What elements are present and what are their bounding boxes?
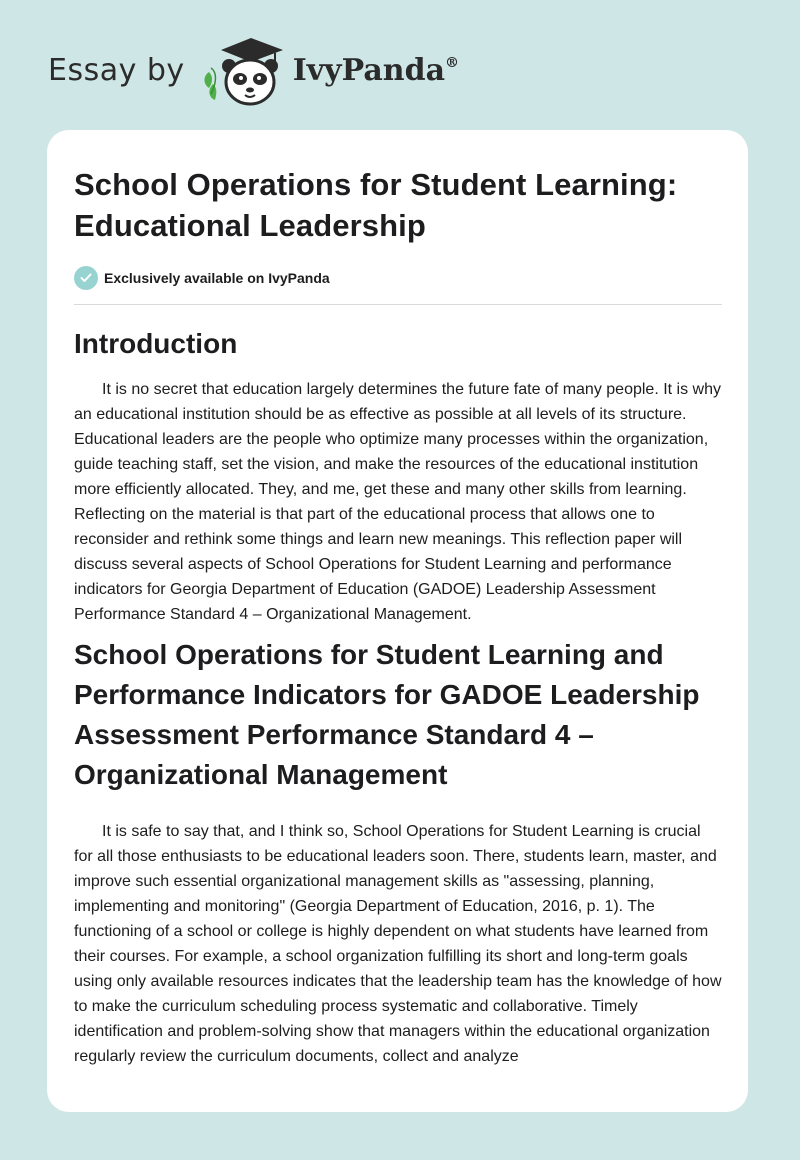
section-heading-school-operations: School Operations for Student Learning and Performance Indicators for GADOE Leadership Assessment Performance Standard 4 – Organizational Management [74, 639, 700, 790]
exclusive-badge [74, 266, 722, 290]
exclusive-badge-label: Exclusively available on IvyPanda [104, 270, 330, 286]
essay-by-label: Essay by [48, 52, 185, 88]
ivypanda-logo-icon[interactable] [199, 32, 289, 108]
section-paragraph-introduction: It is no secret that education largely determines the future fate of many people. It is why an educational institution should be as effective as possible at all levels of its structure. Educational leaders are the people who optimize many processes within the organization, guide teaching staff, set the vision, and make the resources of the educational institution more efficiently allocated. They, and me, get these and many other skills from learning. Reflecting on the material is that part of the educational process that allows one to reconsider and rethink some things and learn new meanings. This reflection paper will discuss several aspects of School Operations for Student Learning and performance indicators for Georgia Department of Education (GADOE) Leadership Assessment Performance Standard 4 – Organizational Management. [74, 381, 721, 623]
essay-card [47, 130, 748, 1112]
section-heading-introduction: Introduction [74, 328, 238, 359]
check-circle-icon [74, 266, 98, 290]
divider [74, 304, 722, 305]
page-title: School Operations for Student Learning: Educational Leadership [74, 167, 678, 243]
site-header [48, 30, 459, 110]
brand-name[interactable]: IvyPanda® [292, 52, 460, 88]
section-paragraph-school-operations: It is safe to say that, and I think so, School Operations for Student Learning is crucial for all those enthusiasts to be educational leaders soon. There, students learn, master, and improve such essential organizational management skills as "assessing, planning, implementing and monitoring" (Georgia Department of Education, 2016, p. 1). The functioning of a school or college is highly dependent on what students have learned from their courses. For example, a school organization fulfilling its short and long-term goals using only available resources indicates that the leadership team has the knowledge of how to make the curriculum scheduling process systematic and collaborative. Timely identification and problem-solving show that managers within the educational organization regularly review the curriculum documents, collect and analyze [74, 823, 722, 1065]
registered-mark: ® [445, 54, 460, 71]
